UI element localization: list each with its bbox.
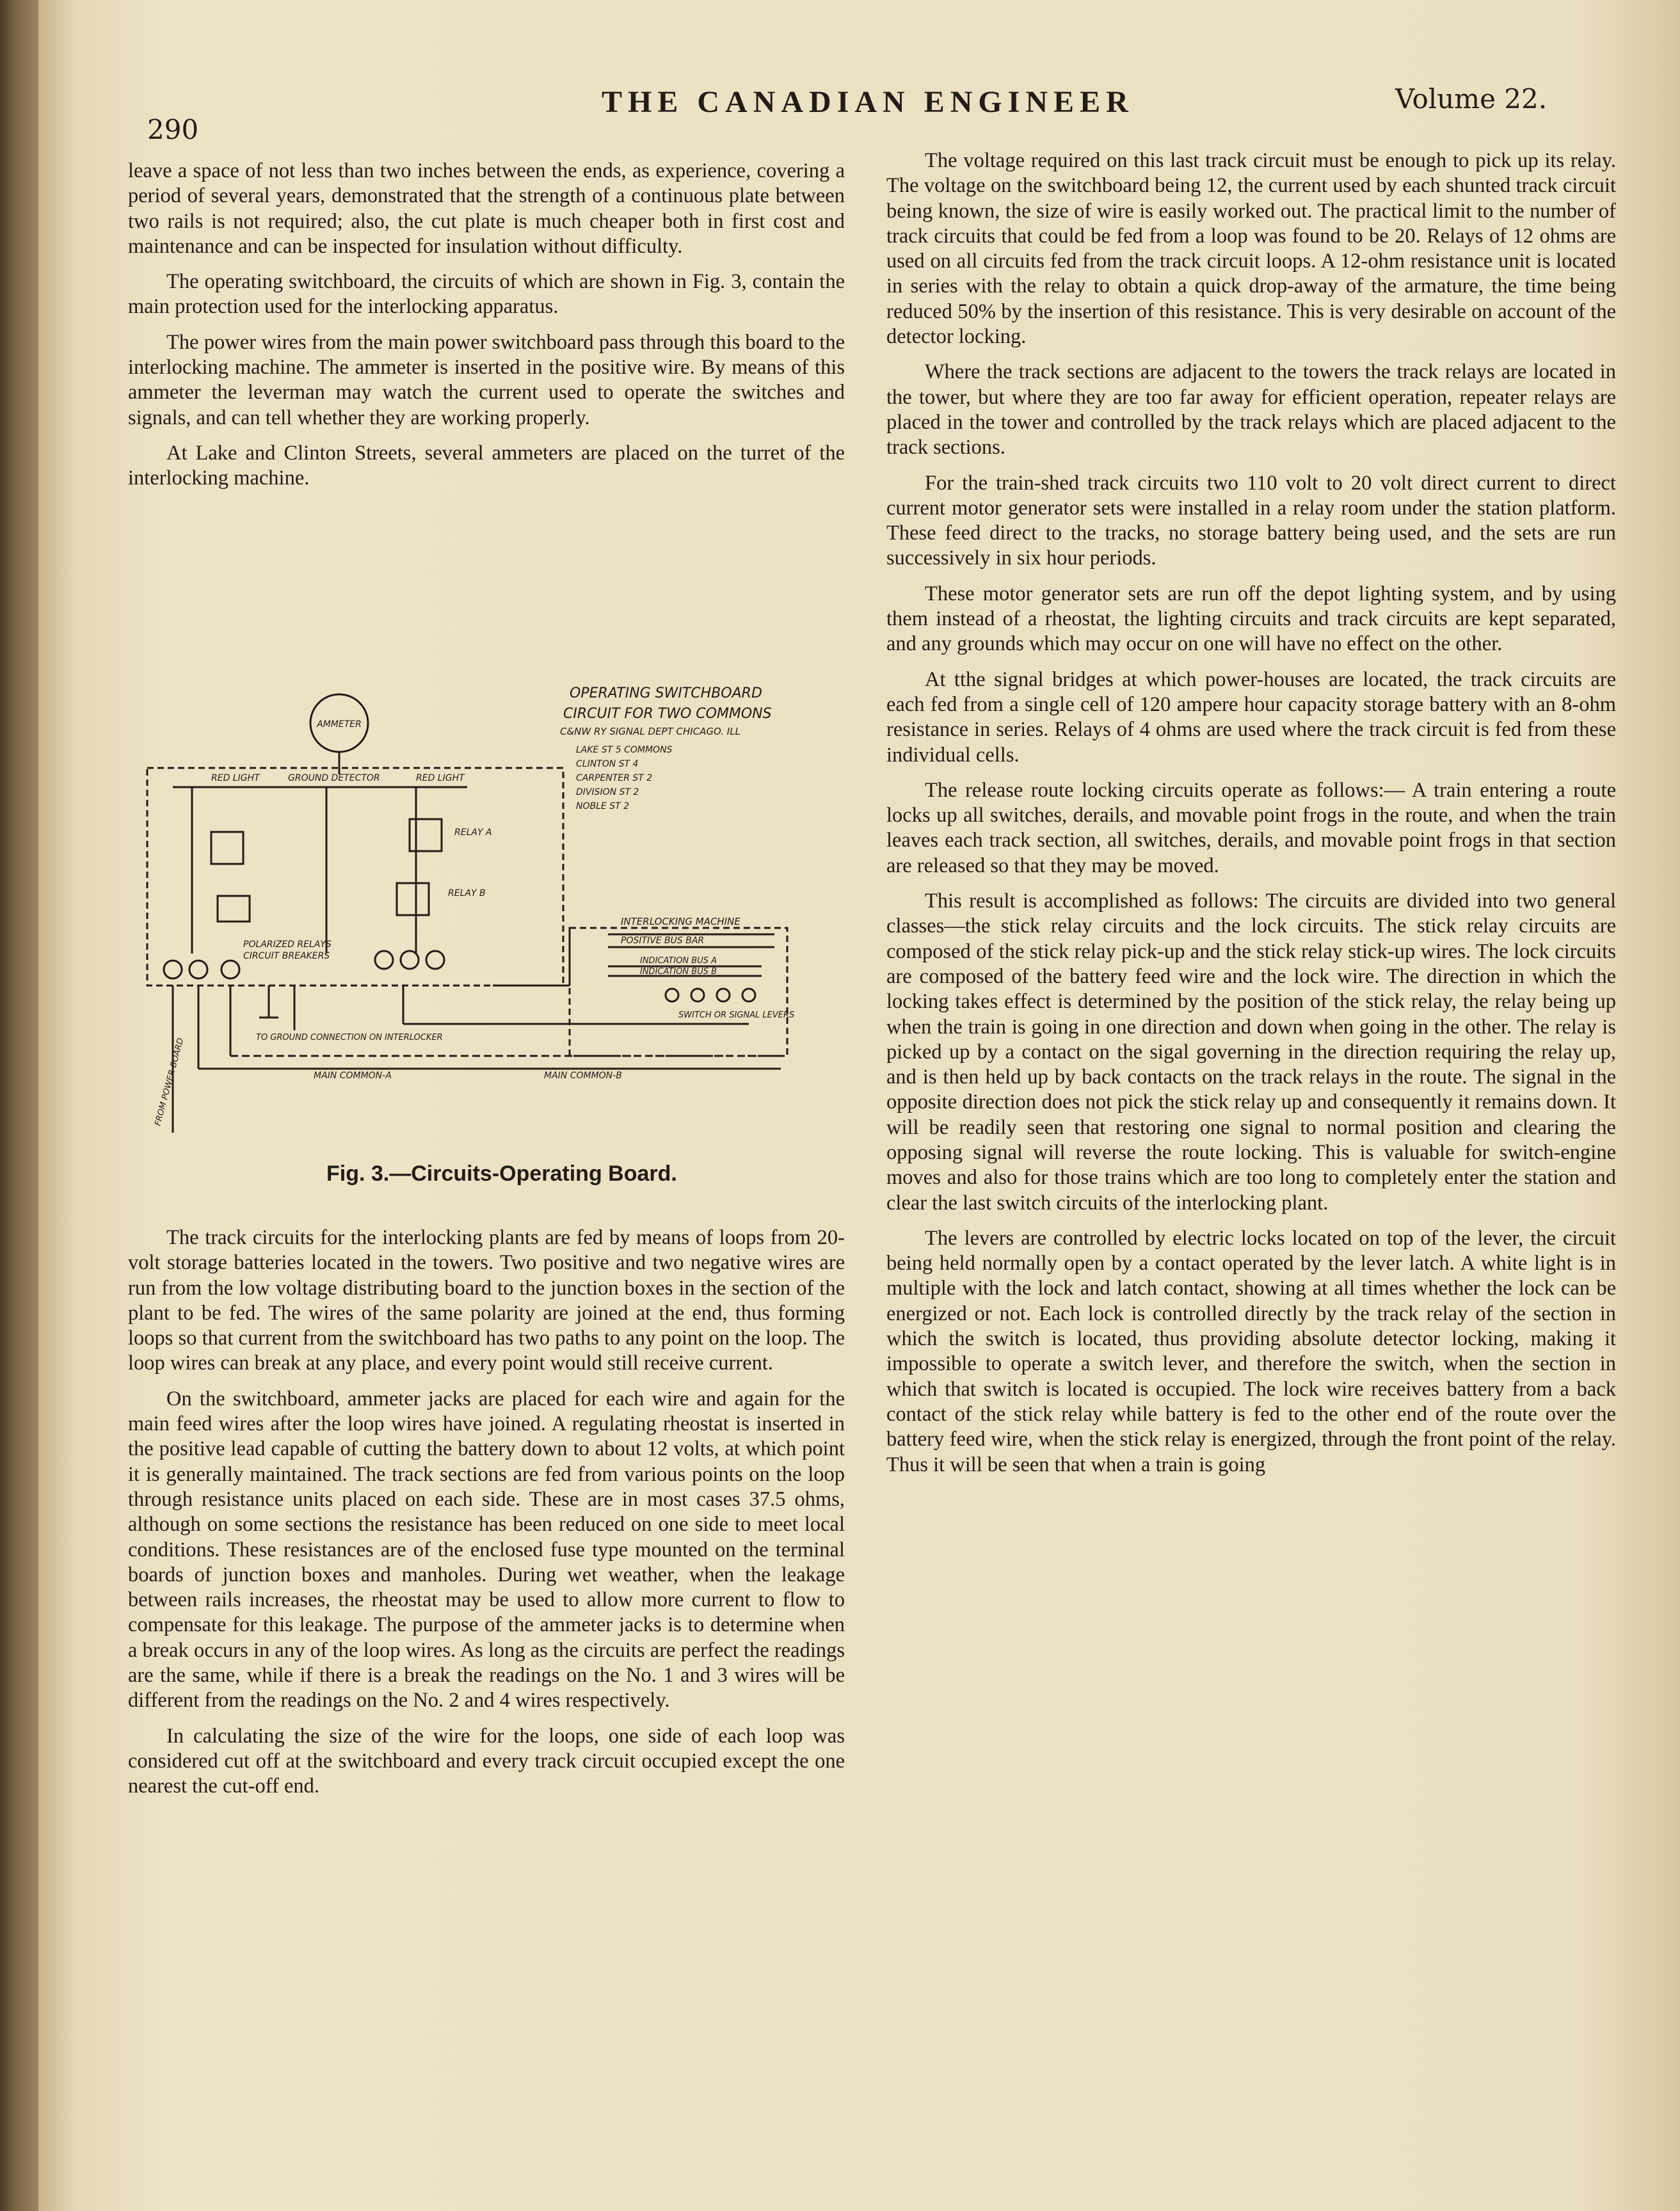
paragraph: The levers are controlled by electric locks located on top of the lever, the circuit being held normally open by a contact operated by the lever latch. A white light is in multiple with the lock and latch contact, showing at all times whether the lock can be energized or not. Each lock is controlled directly by the track relay of the section in which the switch is located, thus providing absolute detector locking, making it impossible to operate a switch lever, and therefore the switch, when the section in which that switch is located is occupied. The lock wire receives battery from a back contact of the stick relay while battery is fed to the other end of the route over the battery feed wire, when the stick relay is energized, through the front point of the relay. Thus it will be seen that when a train is going [886,1226,1616,1476]
positive-bus-bar-label: POSITIVE BUS BAR [621,936,705,946]
indication-bus-b-label: INDICATION BUS B [640,967,717,977]
ammeter-label: AMMETER [317,719,362,730]
diagram-title-line-1: OPERATING SWITCHBOARD [570,685,762,701]
page-number: 290 [147,114,199,145]
paragraph: These motor generator sets are run off the depot lighting system, and by using them instead of a rheostat, the lighting circuits and track circuits are kept separated, and any grounds which may occur on one will have no effect on the other. [886,582,1616,656]
scanned-page [38,0,1680,2211]
circuit-breakers-label: CIRCUIT BREAKERS [243,951,330,961]
polarized-relays-label: POLARIZED RELAYS [243,939,332,950]
switch-signal-levers-label: SWITCH OR SIGNAL LEVERS [678,1010,795,1020]
indication-bus-a-label: INDICATION BUS A [640,956,717,966]
interlocking-machine-label: INTERLOCKING MACHINE [621,916,740,927]
legend-line: DIVISION ST 2 [576,787,639,797]
paragraph: The operating switchboard, the circuits of which are shown in Fig. 3, contain the main protection used for the interlocking apparatus. [128,270,845,319]
paragraph: At Lake and Clinton Streets, several ammeters are placed on the turret of the interlocking machine. [128,441,845,490]
paragraph: On the switchboard, ammeter jacks are placed for each wire and again for the main feed wires after the loop wires have joined. A regulating rheostat is inserted in the positive lead capable of cutting the battery down to about 12 volts, at which point it is generally maintained. The track sections are fed from various points on the loop through resistance units placed on each side. These are in most cases 37.5 ohms, although on some sections the resistance has been reduced on one side to meet local conditions. These resistances are of the enclosed fuse type mounted on the terminal boards of junction boxes and manholes. During wet weather, when the leakage between rails increases, the rheostat may be used to allow more current to flow to compensate for this leakage. The purpose of the ammeter jacks is to determine when a break occurs in any of the loop wires. As long as the circuits are perfect the readings are the same, while if there is a break the readings on the No. 1 and 3 wires will be different from the readings on the No. 2 and 4 wires respectively. [128,1387,845,1712]
paragraph: The release route locking circuits operate as follows:— A train entering a route locks up all switches, derails, and movable point frogs in the route, and when the train leaves each track section, all switches, derails, and movable point frogs in that section are released so that they may be moved. [886,778,1616,877]
main-common-a-label: MAIN COMMON-A [314,1071,392,1081]
left-column-bottom [128,1225,845,1810]
figure-caption: Fig. 3.—Circuits-Operating Board. [326,1161,677,1186]
ground-connection-label: TO GROUND CONNECTION ON INTERLOCKER [256,1033,443,1042]
left-column-top [128,159,845,502]
paragraph: leave a space of not less than two inches between the ends, as experience, covering a period of several years, demonstrated that the strength of a continuous plate between two rails is not required; also, the cut plate is much cheaper both in first cost and maintenance and can be inspected for insulation without difficulty. [128,159,845,258]
paragraph: For the train-shed track circuits two 110 volt to 20 volt direct current to direct current motor generator sets were installed in a relay room under the station platform. These feed direct to the tracks, no storage battery being used, and the sets are run successively in six hour periods. [886,471,1616,570]
ground-detector-label: GROUND DETECTOR [288,773,380,783]
paragraph: The voltage required on this last track circuit must be enough to pick up its relay. The voltage on the switchboard being 12, the current used by each shunted track circuit being known, the size of wire is easily worked out. The practical limit to the number of track circuits that could be fed from a loop was found to be 20. Relays of 12 ohms are used on all circuits fed from the track circuit loops. A 12-ohm resistance unit is located in series with the relay to obtain a quick drop-away of the armature, the time being reduced 50% by the insertion of this resistance. This is very desirable on account of the detector locking. [886,149,1616,349]
diagram-title-line-3: C&NW RY SIGNAL DEPT CHICAGO. ILL [560,726,740,737]
circuit-diagram [134,685,858,1133]
right-column [886,148,1616,1488]
legend-line: LAKE ST 5 COMMONS [576,745,673,755]
red-light-left-label: RED LIGHT [211,773,260,783]
circuit-diagram-figure [134,685,858,1161]
legend-line: CLINTON ST 4 [576,759,639,769]
legend-line: CARPENTER ST 2 [576,773,653,783]
volume-label: Volume 22. [1395,83,1548,115]
diagram-title-line-2: CIRCUIT FOR TWO COMMONS [563,706,772,722]
paragraph: The track circuits for the interlocking plants are fed by means of loops from 20-volt storage batteries located in the towers. Two positive and two negative wires are run from the low voltage distributing board to the junction boxes in the section of the plant to be fed. The wires of the same polarity are joined at the end, thus forming loops so that current from the switchboard has two paths to any point on the loop. The loop wires can break at any place, and every point would still receive current. [128,1226,845,1375]
paragraph: In calculating the size of the wire for the loops, one side of each loop was considered cut off at the switchboard and every track circuit occupied except the one nearest the cut-off end. [128,1724,845,1798]
paragraph: Where the track sections are adjacent to the towers the track relays are located in the tower, but where they are too far away for efficient operation, repeater relays are placed in the tower and controlled by the track relays which are placed adjacent to the track sections. [886,360,1616,459]
book-gutter [0,0,38,2211]
legend-line: NOBLE ST 2 [576,801,629,811]
red-light-right-label: RED LIGHT [416,773,465,783]
main-common-b-label: MAIN COMMON-B [544,1071,622,1081]
relay-b-label: RELAY B [448,888,486,898]
paragraph: At tthe signal bridges at which power-houses are located, the track circuits are each fed from a single cell of 120 ampere hour capacity storage battery with an 8-ohm resistance in series. Relays of 4 ohms are used where the track circuit is fed from these individual cells. [886,667,1616,767]
paragraph: This result is accomplished as follows: The circuits are divided into two general classes—the stick relay circuits and the lock circuits. The stick relay circuits are composed of the stick relay pick-up and the stick relay stick-up wires. The lock circuits are composed of the battery feed wire and the lock wire. The direction in which the locking takes effect is determined by the position of the stick relay, the relay being up when the train is going in one direction and down when going in the other. The relay is picked up by a contact on the sigal governing in the direction requiring the relay up, and is then held up by back contacts on the track relays in the route. The signal in the opposite direction does not pick the stick relay up and consequently it remains down. It will be readily seen that restoring one signal to normal position and clearing the opposing signal will reverse the route locking. This is valuable for switch-engine moves and also for those trains which are too long to completely enter the station and clear the last switch circuits of the interlocking plant. [886,890,1616,1215]
journal-title: THE CANADIAN ENGINEER [602,85,1134,119]
power-board-label: FROM POWER BOARD [153,1037,186,1128]
paragraph: The power wires from the main power switchboard pass through this board to the interlocking machine. The ammeter is inserted in the positive wire. By means of this ammeter the leverman may watch the current used to operate the switches and signals, and can tell whether they are working properly. [128,330,845,429]
relay-a-label: RELAY A [454,827,492,838]
